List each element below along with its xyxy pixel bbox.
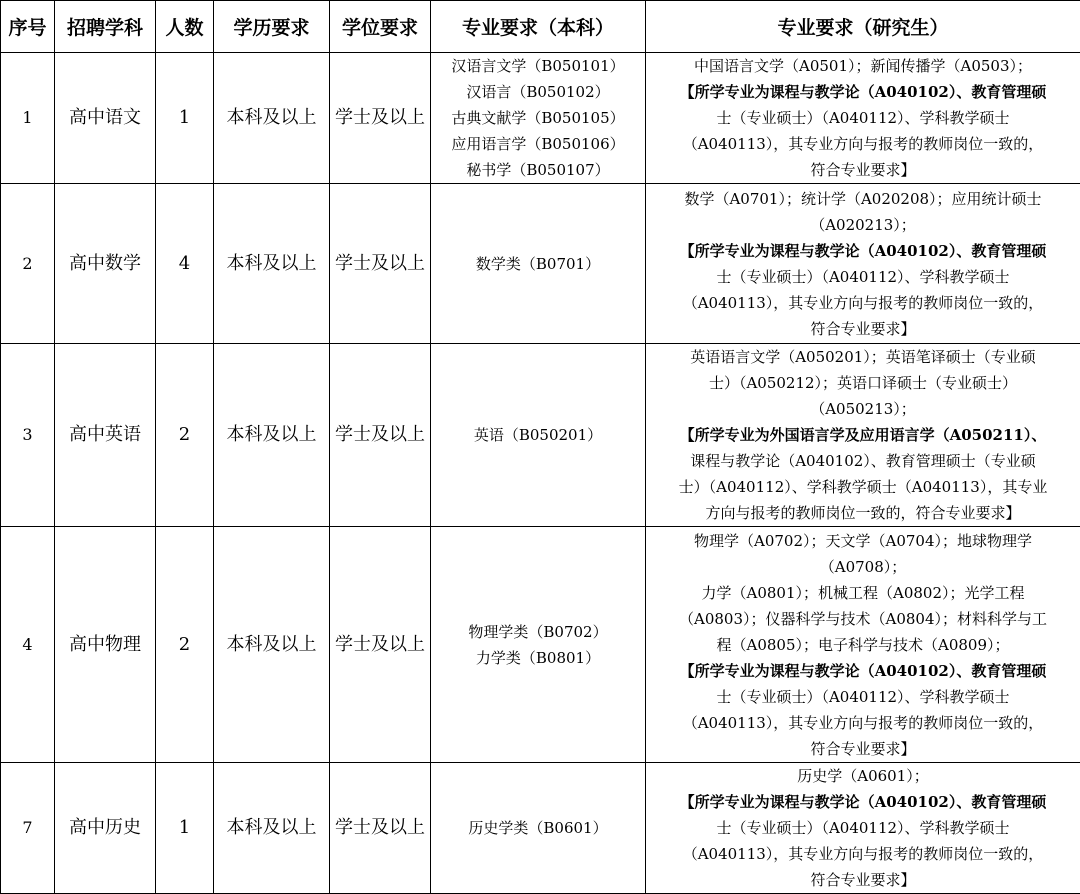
undergrad-major-line: 力学类（B0801） [433,645,643,671]
row-degree: 学士及以上 [330,184,431,344]
grad-major-line: 【所学专业为课程与教学论（A040102）、教育管理硕 [648,789,1078,815]
row-undergrad-major [431,344,646,527]
row-education: 本科及以上 [214,527,330,763]
header-education: 学历要求 [214,1,330,53]
grad-major-line: 【所学专业为课程与教学论（A040102）、教育管理硕 [648,79,1078,105]
grad-major-line: 数学（A0701）；统计学（A020208）；应用统计硕士 [648,186,1078,212]
grad-major-line: 历史学（A0601）； [648,763,1078,789]
row-grad-major [646,53,1080,184]
table-row [1,53,1080,184]
grad-major-line: （A040113），其专业方向与报考的教师岗位一致的， [648,841,1078,867]
table-row [1,527,1080,763]
row-degree: 学士及以上 [330,53,431,184]
grad-major-line: 士（专业硕士）（A040112）、学科教学硕士 [648,105,1078,131]
row-index: 3 [1,344,55,527]
undergrad-major-line: 秘书学（B050107） [433,157,643,183]
row-grad-major [646,763,1080,894]
header-grad-major: 专业要求（研究生） [646,1,1080,53]
undergrad-major-line: 历史学类（B0601） [433,815,643,841]
grad-major-line: （A050213）； [648,396,1078,422]
header-subject: 招聘学科 [55,1,156,53]
grad-major-line: 中国语言文学（A0501）；新闻传播学（A0503）； [648,53,1078,79]
row-index: 4 [1,527,55,763]
grad-major-line: （A0803）；仪器科学与技术（A0804）；材料科学与工 [648,606,1078,632]
grad-major-line: 符合专业要求】 [648,736,1078,762]
row-undergrad-major [431,763,646,894]
grad-major-line: 英语语言文学（A050201）；英语笔译硕士（专业硕 [648,344,1078,370]
row-degree: 学士及以上 [330,527,431,763]
grad-major-line: 士）（A040112）、学科教学硕士（A040113），其专业 [648,474,1078,500]
row-count: 1 [156,763,214,894]
row-degree: 学士及以上 [330,763,431,894]
grad-major-line: 士）（A050212）；英语口译硕士（专业硕士） [648,370,1078,396]
row-subject: 高中数学 [55,184,156,344]
row-subject: 高中物理 [55,527,156,763]
row-undergrad-major [431,184,646,344]
undergrad-major-line: 数学类（B0701） [433,251,643,277]
undergrad-major-line: 应用语言学（B050106） [433,131,643,157]
row-education: 本科及以上 [214,184,330,344]
undergrad-major-line: 古典文献学（B050105） [433,105,643,131]
header-index: 序号 [1,1,55,53]
grad-major-line: 士（专业硕士）（A040112）、学科教学硕士 [648,264,1078,290]
undergrad-major-line: 物理学类（B0702） [433,619,643,645]
row-degree: 学士及以上 [330,344,431,527]
row-education: 本科及以上 [214,344,330,527]
row-subject: 高中历史 [55,763,156,894]
row-index: 2 [1,184,55,344]
grad-major-line: 符合专业要求】 [648,867,1078,893]
grad-major-line: 课程与教学论（A040102）、教育管理硕士（专业硕 [648,448,1078,474]
row-undergrad-major [431,53,646,184]
grad-major-line: 程（A0805）；电子科学与技术（A0809）； [648,632,1078,658]
grad-major-line: 士（专业硕士）（A040112）、学科教学硕士 [648,815,1078,841]
grad-major-line: （A040113），其专业方向与报考的教师岗位一致的， [648,710,1078,736]
row-education: 本科及以上 [214,53,330,184]
row-count: 2 [156,527,214,763]
grad-major-line: （A040113），其专业方向与报考的教师岗位一致的， [648,290,1078,316]
table-row [1,763,1080,894]
table-row [1,344,1080,527]
grad-major-line: 符合专业要求】 [648,316,1078,342]
grad-major-line: 【所学专业为课程与教学论（A040102）、教育管理硕 [648,238,1078,264]
row-education: 本科及以上 [214,763,330,894]
header-degree: 学位要求 [330,1,431,53]
table-row [1,184,1080,344]
row-index: 7 [1,763,55,894]
row-grad-major [646,184,1080,344]
header-row [1,1,1080,53]
undergrad-major-line: 汉语言（B050102） [433,79,643,105]
header-undergrad-major: 专业要求（本科） [431,1,646,53]
grad-major-line: 力学（A0801）；机械工程（A0802）；光学工程 [648,580,1078,606]
grad-major-line: （A040113），其专业方向与报考的教师岗位一致的， [648,131,1078,157]
grad-major-line: 物理学（A0702）；天文学（A0704）；地球物理学 [648,528,1078,554]
row-count: 4 [156,184,214,344]
row-count: 1 [156,53,214,184]
grad-major-line: （A0708）； [648,554,1078,580]
grad-major-line: （A020213）； [648,212,1078,238]
row-subject: 高中语文 [55,53,156,184]
row-count: 2 [156,344,214,527]
grad-major-line: 方向与报考的教师岗位一致的，符合专业要求】 [648,500,1078,526]
grad-major-line: 【所学专业为课程与教学论（A040102）、教育管理硕 [648,658,1078,684]
row-grad-major [646,344,1080,527]
row-subject: 高中英语 [55,344,156,527]
grad-major-line: 符合专业要求】 [648,157,1078,183]
row-index: 1 [1,53,55,184]
undergrad-major-line: 英语（B050201） [433,422,643,448]
grad-major-line: 【所学专业为外国语言学及应用语言学（A050211）、 [648,422,1078,448]
row-grad-major [646,527,1080,763]
header-count: 人数 [156,1,214,53]
undergrad-major-line: 汉语言文学（B050101） [433,53,643,79]
grad-major-line: 士（专业硕士）（A040112）、学科教学硕士 [648,684,1078,710]
row-undergrad-major [431,527,646,763]
